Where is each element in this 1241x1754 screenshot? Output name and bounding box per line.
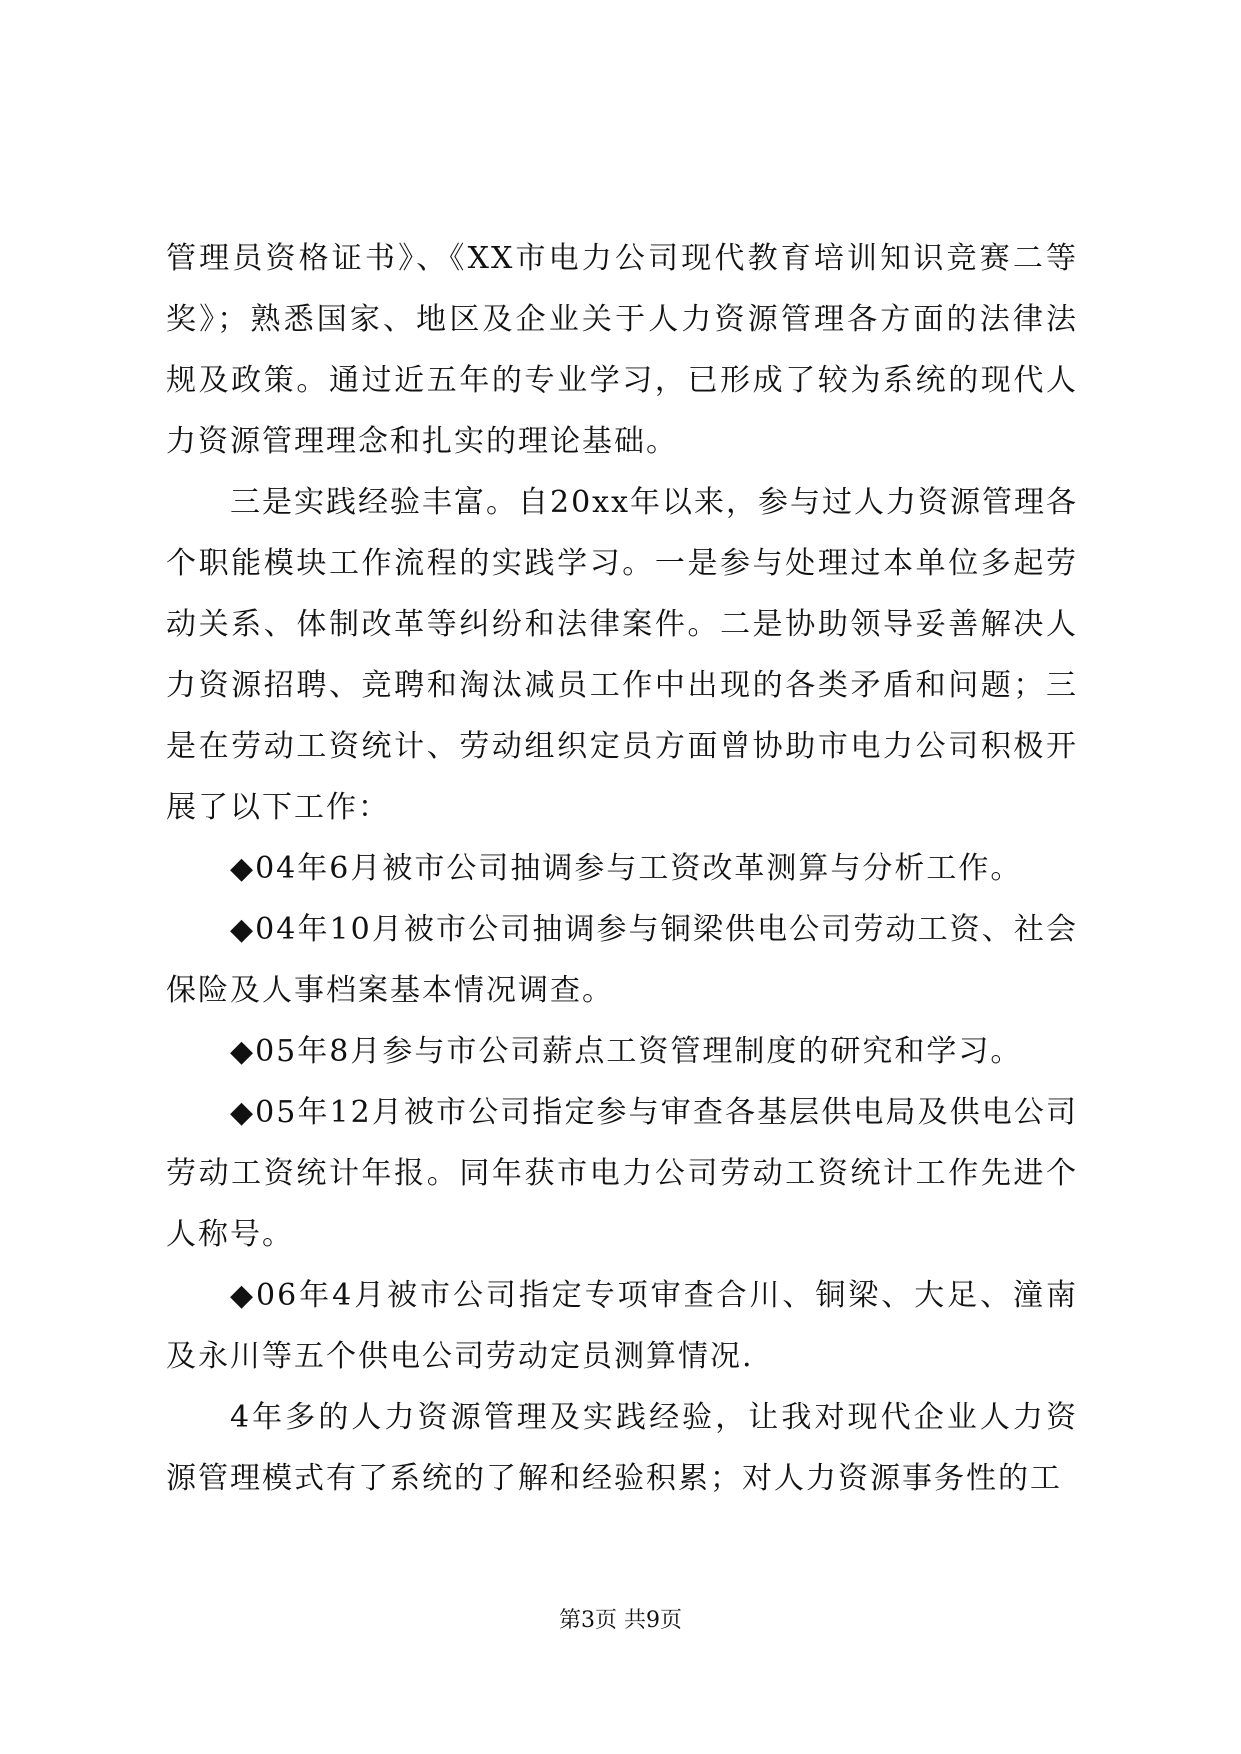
bullet-item: ◆04年6月被市公司抽调参与工资改革测算与分析工作。 bbox=[230, 851, 1023, 886]
paragraph-summary: 4年多的人力资源管理及实践经验，让我对现代企业人力资源管理模式有了系统的了解和经验积累；对人力资源事务性的工 bbox=[166, 1400, 1078, 1496]
page-number-footer: 第3页 共9页 bbox=[559, 1608, 682, 1633]
bullet-item: ◆05年8月参与市公司薪点工资管理制度的研究和学习。 bbox=[230, 1034, 1023, 1069]
bullet-item: ◆05年12月被市公司指定参与审查各基层供电局及供电公司劳动工资统计年报。同年获市电力公司劳动工资统计工作先进个人称号。 bbox=[166, 1095, 1078, 1252]
bullet-item: ◆04年10月被市公司抽调参与铜梁供电公司劳动工资、社会保险及人事档案基本情况调查。 bbox=[166, 912, 1078, 1008]
paragraph-practice-experience: 三是实践经验丰富。自20xx年以来，参与过人力资源管理各个职能模块工作流程的实践学习。一是参与处理过本单位多起劳动关系、体制改革等纠纷和法律案件。二是协助领导妥善解决人力资源招聘、竞聘和淘汰减员工作中出现的各类矛盾和问题；三是在劳动工资统计、劳动组织定员方面曾协助市电力公司积极开展了以下工作： bbox=[166, 485, 1079, 825]
bullet-item: ◆06年4月被市公司指定专项审查合川、铜梁、大足、潼南及永川等五个供电公司劳动定员测算情况. bbox=[166, 1278, 1078, 1374]
body-text bbox=[166, 228, 1078, 1509]
paragraph-continuation: 管理员资格证书》、《XX市电力公司现代教育培训知识竞赛二等奖》；熟悉国家、地区及企业关于人力资源管理各方面的法律法规及政策。通过近五年的专业学习，已形成了较为系统的现代人力资源管理理念和扎实的理论基础。 bbox=[166, 241, 1078, 459]
